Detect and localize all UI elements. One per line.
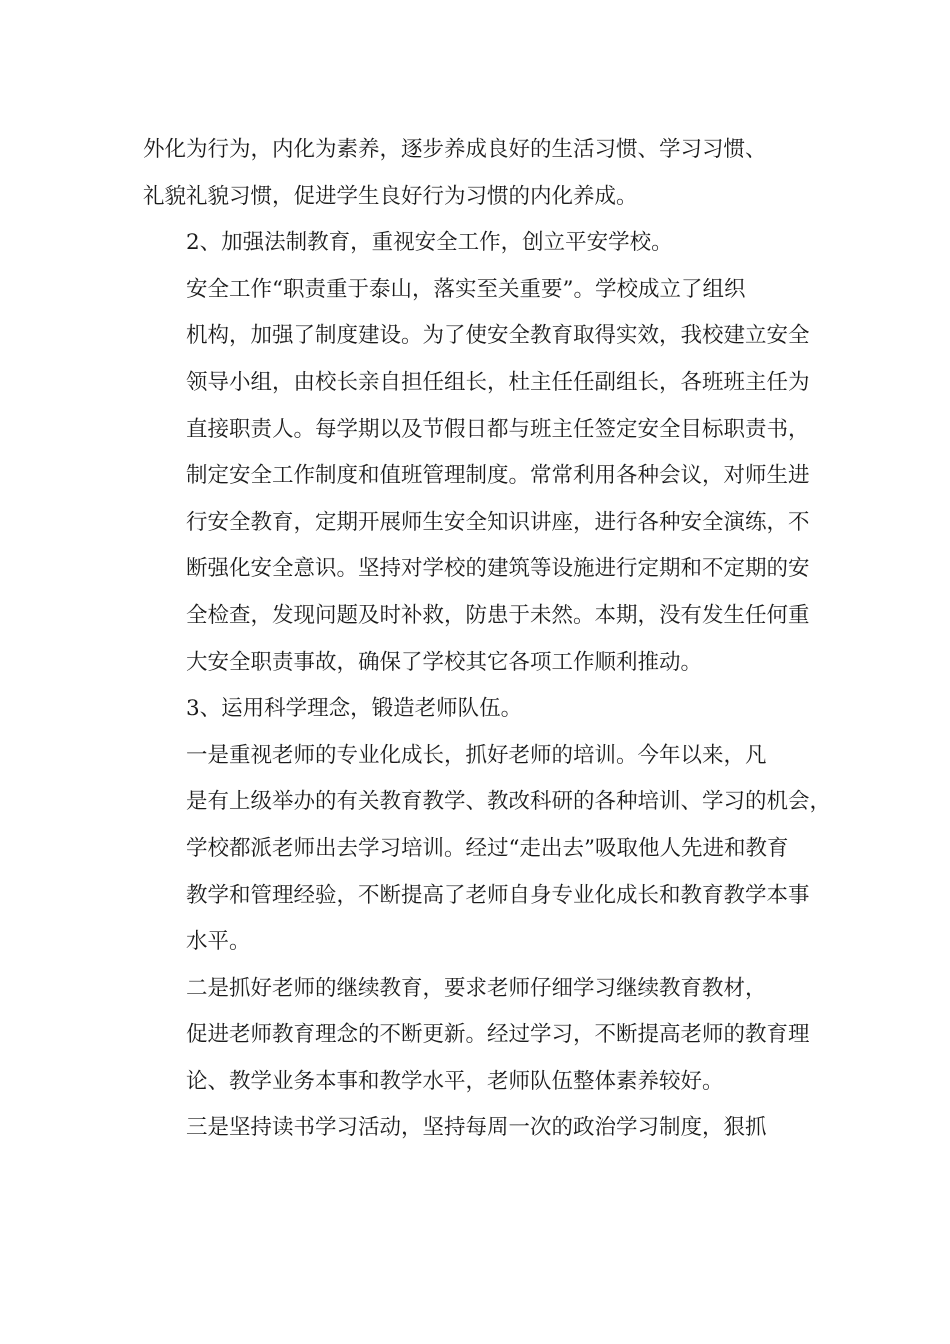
paragraph-reading-activity bbox=[143, 1105, 815, 1152]
text-line: 论、教学业务本事和教学水平，老师队伍整体素养较好。 bbox=[186, 1068, 724, 1094]
text-line: 领导小组，由校长亲自担任组长，杜主任任副组长，各班班主任为 bbox=[186, 369, 810, 395]
text-line: 大安全职责事故，确保了学校其它各项工作顺利推动。 bbox=[186, 649, 703, 675]
text-line: 安全工作“职责重于泰山，落实至关重要”。学校成立了组织 bbox=[186, 276, 746, 302]
text-line: 制定安全工作制度和值班管理制度。常常利用各种会议，对师生进 bbox=[186, 463, 810, 489]
text-line: 是有上级举办的有关教育教学、教改科研的各种培训、学习的机会， bbox=[186, 789, 832, 815]
text-line: 外化为行为，内化为素养，逐步养成良好的生活习惯、学习习惯、 bbox=[143, 137, 767, 162]
text-line: 直接职责人。每学期以及节假日都与班主任签定安全目标职责书， bbox=[186, 416, 810, 442]
paragraph-safety bbox=[143, 267, 815, 686]
text-line: 教学和管理经验，不断提高了老师自身专业化成长和教育教学本事 bbox=[186, 882, 810, 908]
paragraph-continuing-education bbox=[143, 966, 815, 1106]
text-line: 三是坚持读书学习活动，坚持每周一次的政治学习制度，狠抓 bbox=[186, 1115, 767, 1141]
document-body bbox=[143, 127, 832, 1152]
text-line: 机构，加强了制度建设。为了使安全教育取得实效，我校建立安全 bbox=[186, 323, 810, 349]
text-line: 行安全教育，定期开展师生安全知识讲座，进行各种安全演练，不 bbox=[186, 509, 810, 535]
text-line: 水平。 bbox=[186, 929, 251, 955]
text-line: 礼貌礼貌习惯，促进学生良好行为习惯的内化养成。 bbox=[143, 183, 638, 209]
section-heading-3 bbox=[143, 686, 815, 733]
text-line: 2、加强法制教育，重视安全工作，创立平安学校。 bbox=[186, 230, 673, 256]
text-line: 促进老师教育理念的不断更新。经过学习，不断提高老师的教育理 bbox=[186, 1022, 810, 1048]
text-line: 断强化安全意识。坚持对学校的建筑等设施进行定期和不定期的安 bbox=[186, 556, 810, 582]
paragraph-teacher-training bbox=[143, 733, 832, 966]
text-line: 全检查，发现问题及时补救，防患于未然。本期，没有发生任何重 bbox=[186, 602, 810, 628]
text-line: 3、运用科学理念，锻造老师队伍。 bbox=[186, 696, 523, 722]
section-heading-2 bbox=[143, 220, 815, 267]
paragraph-1 bbox=[143, 127, 815, 220]
text-line: 二是抓好老师的继续教育，要求老师仔细学习继续教育教材， bbox=[186, 975, 767, 1001]
text-line: 一是重视老师的专业化成长，抓好老师的培训。今年以来，凡 bbox=[186, 742, 767, 768]
text-line: 学校都派老师出去学习培训。经过“走出去”吸取他人先进和教育 bbox=[186, 835, 789, 861]
